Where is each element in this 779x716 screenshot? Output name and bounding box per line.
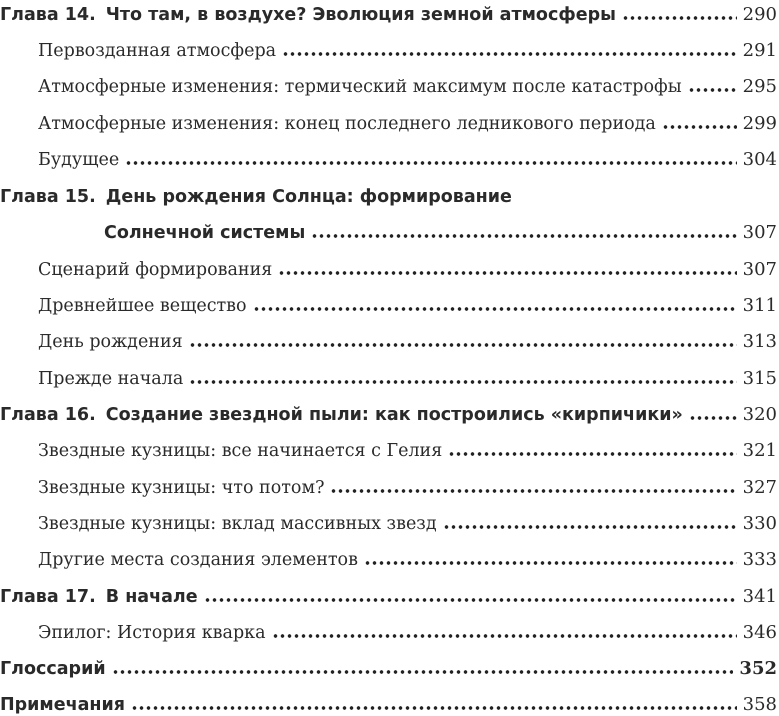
dot-leader [272, 633, 737, 639]
page-number: 307 [742, 259, 777, 280]
section-title: Звездные кузницы: вклад массивных звезд [38, 514, 437, 534]
toc-entry-section[interactable] [0, 287, 777, 317]
dot-leader [622, 15, 737, 21]
dot-leader [364, 560, 737, 566]
chapter-title [0, 186, 516, 208]
chapter-number: Глава 16. [0, 405, 96, 425]
chapter-title [0, 404, 687, 426]
dot-leader [278, 270, 736, 276]
toc-entry-glossary[interactable] [0, 650, 777, 680]
section-title: Звездные кузницы: все начинается с Гелия [38, 441, 443, 461]
section-title: Другие места создания элементов [38, 550, 358, 570]
toc-entry-section[interactable] [0, 541, 777, 571]
page-number: 330 [742, 513, 777, 534]
section-title: Первозданная атмосфера [38, 41, 277, 61]
dot-leader [131, 705, 737, 711]
toc-entry-section[interactable] [0, 469, 777, 499]
chapter-name: Создание звездной пыли: как построились «кирпичики» [105, 405, 683, 425]
chapter-number: Глава 15. [0, 187, 96, 207]
page-number: 346 [742, 622, 777, 643]
notes-title: Примечания [0, 695, 126, 715]
page-number: 307 [742, 222, 777, 243]
toc-entry-chapter-16[interactable] [0, 396, 777, 426]
toc-entry-section[interactable] [0, 32, 777, 62]
toc-entry-section[interactable] [0, 323, 777, 353]
section-title: Атмосферные изменения: термический максимум после катастрофы [38, 77, 682, 97]
chapter-name: День рождения Солнца: формирование [105, 187, 512, 207]
toc-entry-section[interactable] [0, 105, 777, 135]
dot-leader [282, 51, 737, 57]
page-number: 311 [742, 295, 777, 316]
page-number: 304 [742, 149, 777, 170]
page-number: 290 [742, 4, 777, 25]
page-number: 315 [742, 368, 777, 389]
section-title: Будущее [38, 150, 120, 170]
dot-leader [330, 488, 736, 494]
dot-leader [448, 451, 736, 457]
chapter-title [0, 586, 202, 608]
glossary-title: Глоссарий [0, 659, 106, 679]
page-number: 341 [742, 586, 777, 607]
dot-leader [311, 233, 736, 239]
chapter-name-continued: Солнечной системы [104, 223, 306, 243]
dot-leader [689, 415, 737, 421]
dot-leader [189, 379, 736, 385]
dot-leader [443, 524, 737, 530]
toc-entry-section[interactable] [0, 360, 777, 390]
dot-leader [688, 87, 737, 93]
page-number: 320 [742, 404, 777, 425]
toc-entry-chapter-15[interactable] [0, 178, 777, 208]
page-number: 291 [742, 40, 777, 61]
section-title: Сценарий формирования [38, 260, 273, 280]
page-number: 327 [742, 477, 777, 498]
section-title: Прежде начала [38, 369, 184, 389]
page-number: 295 [742, 76, 777, 97]
chapter-title [0, 4, 620, 26]
page-number: 299 [742, 113, 777, 134]
page-number: 358 [742, 694, 777, 715]
page-number: 313 [742, 331, 777, 352]
toc-entry-chapter-14[interactable] [0, 0, 777, 26]
dot-leader [125, 160, 736, 166]
dot-leader [189, 342, 737, 348]
toc-entry-chapter-15-continued[interactable] [0, 214, 777, 244]
toc-entry-section[interactable] [0, 141, 777, 171]
page-number: 321 [742, 440, 777, 461]
toc-entry-notes[interactable] [0, 686, 777, 716]
page-number: 352 [739, 658, 777, 679]
toc-entry-section[interactable] [0, 432, 777, 462]
section-title: Эпилог: История кварка [38, 623, 266, 643]
toc-entry-section[interactable] [0, 251, 777, 281]
chapter-number: Глава 17. [0, 587, 96, 607]
toc-entry-section[interactable] [0, 505, 777, 535]
chapter-number: Глава 14. [0, 5, 96, 25]
section-title: Атмосферные изменения: конец последнего ледникового периода [38, 114, 656, 134]
dot-leader [662, 124, 737, 130]
page-number: 333 [742, 549, 777, 570]
dot-leader [253, 306, 737, 312]
toc-entry-section[interactable] [0, 614, 777, 644]
section-title: Звездные кузницы: что потом? [38, 478, 325, 498]
toc-entry-chapter-17[interactable] [0, 578, 777, 608]
section-title: Древнейшее вещество [38, 296, 247, 316]
chapter-name: Что там, в воздухе? Эволюция земной атмосферы [105, 5, 616, 25]
dot-leader [112, 669, 734, 675]
chapter-name: В начале [105, 587, 198, 607]
toc-entry-section[interactable] [0, 68, 777, 98]
section-title: День рождения [38, 332, 183, 352]
dot-leader [204, 597, 737, 603]
